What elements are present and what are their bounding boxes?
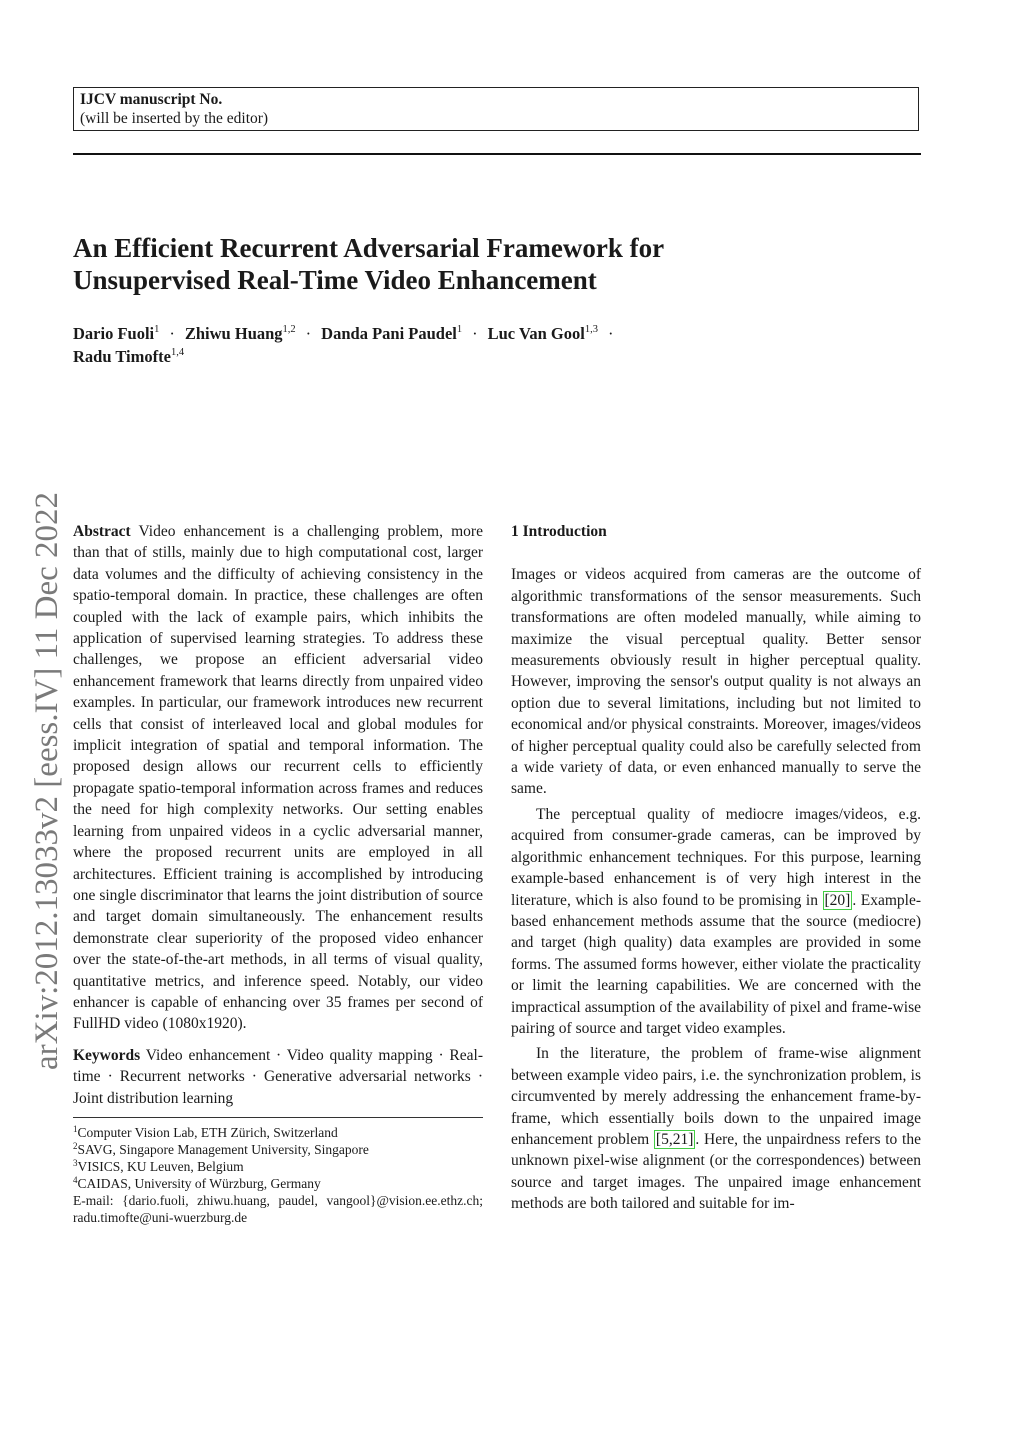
abstract (73, 521, 483, 1035)
email-footnote: E-mail: {dario.fuoli, zhiwu.huang, paudel, vangool}@vision.ee.ethz.ch; radu.timofte@uni-wuerzburg.de (73, 1192, 483, 1225)
author-affiliation: 1,3 (584, 324, 598, 335)
intro-paragraph-1: Images or videos acquired from cameras are the outcome of algorithmic transformations of the sensor measurements. Such transformations are often modeled manually, while aiming to maximize the visual perceptual quality. Better sensor measurements obviously result in higher perceptual quality. However, improving the sensor's output quality is not always an option due to several limitations, including but not limited to economical and/or physical constraints. Moreover, images/videos of higher perceptual quality could also be carefully selected from a wide variety of data, or even enhanced manually to serve the same. (511, 566, 921, 798)
author-separator: · (472, 324, 478, 343)
journal-name: IJCV manuscript No. (80, 91, 223, 108)
abstract-label: Abstract (73, 523, 131, 540)
abstract-text: Video enhancement is a challenging problem, more than that of stills, mainly due to high computational cost, larger data volumes and the difficulty of achieving consistency in the spatio-temporal domain. In practice, these challenges are often coupled with the lack of example pairs, which inhibits the application of supervised learning strategies. To address these challenges, we propose an efficient adversarial video enhancement framework that learns directly from unpaired video examples. In particular, our framework introduces new recurrent cells that consist of interleaved local and global modules for implicit integration of spatial and temporal information. The proposed design allows our recurrent cells to efficiently propagate spatio-temporal information across frames and reduces the need for high complexity networks. Our setting enables learning from unpaired videos in a cyclic adversarial manner, where the proposed recurrent units are employed in all architectures. Efficient training is accomplished by introducing one single discriminator that learns the joint distribution of source and target domain simultaneously. The enhancement results demonstrate clear superiority of the proposed video enhancer over the state-of-the-art methods, in all terms of visual quality, quantitative metrics, and inference speed. Notably, our video enhancer is capable of enhancing over 35 frames per second of FullHD video (1080x1920). (73, 523, 483, 1033)
arxiv-stamp: arXiv:2012.13033v2 [eess.IV] 11 Dec 2022 (29, 492, 65, 1070)
editor-note: (will be inserted by the editor) (80, 110, 269, 127)
author-affiliation: 1,4 (170, 347, 185, 358)
author-affiliation: 1,2 (282, 324, 296, 335)
footnote-item: $^4$CAIDAS, University of Würzburg, Germany (73, 1174, 321, 1191)
keywords (73, 1045, 483, 1109)
footnotes (73, 1124, 483, 1226)
title-line-2: Unsupervised Real-Time Video Enhancement (73, 265, 597, 295)
footnote-item: $^2$SAVG, Singapore Management University, Singapore (73, 1140, 369, 1157)
footnote-item: $^3$VISICS, KU Leuven, Belgium (73, 1157, 244, 1174)
author-name: Danda Pani Paudel (321, 324, 457, 343)
author-separator: · (169, 324, 175, 343)
section-heading: 1 Introduction (511, 523, 607, 540)
author-affiliation: 1 (154, 324, 160, 335)
keywords-text: Video enhancement · Video quality mapping · Real-time · Recurrent networks · Generative adversarial networks · Joint distribution learning (73, 1046, 483, 1107)
intro-paragraph-3: In the literature, the problem of frame-wise alignment between example video pairs, i.e. the synchronization problem, is circumvented by merely addressing the enhancement frame-by-frame, which essentially boils down to the unpaired image enhancement problem [5,21] . Here, the unpairdness refers to the unknown pixel-wise alignment (or the correspondences) between source and target images. The unpaired image enhancement methods are both tailored and suitable for im- (511, 1045, 921, 1213)
author-name: Radu Timofte (73, 347, 171, 366)
paper-title (73, 232, 933, 296)
title-line-1: An Efficient Recurrent Adversarial Framework for (73, 233, 665, 263)
intro-paragraph-2: The perceptual quality of mediocre images/videos, e.g. acquired from consumer-grade cameras, can be improved by algorithmic enhancement techniques. For this purpose, learning example-based enhancement is of very high interest in the literature, which is also found to be promising in [20] . Example-based enhancement methods assume that the source (mediocre) and target (high quality) data examples are provided in some forms. The assumed forms however, either violate the practicality or limit the learning capabilities. We are concerned with the impractical assumption of the availability of pixel and frame-wise pairing of source and target video examples. (511, 805, 921, 1037)
left-column (73, 521, 483, 1226)
author-name: Dario Fuoli (73, 324, 155, 343)
footnote-item: $^1$Computer Vision Lab, ETH Zürich, Switzerland (73, 1123, 338, 1140)
author-list (73, 322, 933, 368)
journal-header-box (73, 87, 919, 131)
author-affiliation: 1 (456, 324, 463, 335)
header-rule (73, 153, 921, 155)
author-separator: · (607, 324, 614, 343)
author-separator: · (305, 324, 312, 343)
footnote-rule (73, 1117, 483, 1118)
right-column (511, 521, 921, 1215)
keywords-label: Keywords (73, 1046, 141, 1064)
citation-link[interactable]: [5,21] (655, 1130, 694, 1148)
author-name: Zhiwu Huang (184, 324, 283, 343)
citation-link[interactable]: [20] (824, 891, 851, 909)
author-name: Luc Van Gool (487, 324, 585, 343)
